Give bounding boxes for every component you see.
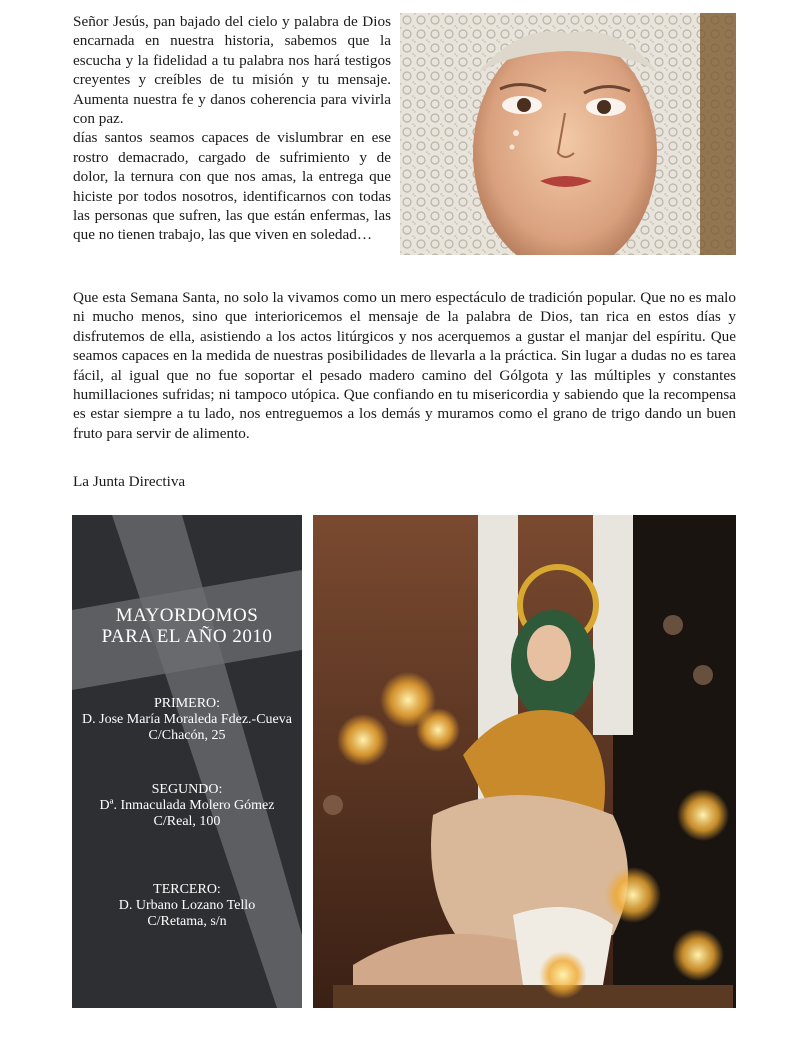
panel-title-line1: MAYORDOMOS [115,605,259,626]
intro-continuation: días santos seamos capaces de vislumbrar en ese rostro demacrado, cargado de sufrimiento y de dolor, la ternura con que nos amas, la entrega que hiciste por todos nosotros, identificarnos con todas las personas que sufren, las que están enfermas, las que no tienen trabajo, las que viven en soledad… [73,129,391,244]
role-tercero [72,882,302,930]
role-address: C/Retama, s/n [147,914,227,929]
intro-prayer: Señor Jesús, pan bajado del cielo y palabra de Dios encarnada en nuestra historia, sabemos que la escucha y la fidelidad a tu palabra nos hará testigos creyentes y creíbles de tu misión y tu mensaje. Aumenta nuestra fe y danos coherencia para vivirla con paz. [73,13,391,128]
cross-background [72,515,302,1008]
mayordomos-panel [72,515,302,1008]
panel-title-line2: PARA EL AÑO 2010 [101,626,273,647]
role-address: C/Chacón, 25 [148,728,226,743]
role-address: C/Real, 100 [153,814,221,829]
role-name: Dª. Inmaculada Molero Gómez [99,798,275,813]
role-segundo [72,782,302,830]
role-label: TERCERO: [153,882,221,897]
pieta-procession-photo [313,515,736,1008]
signature: La Junta Directiva [73,473,186,490]
role-primero [72,696,302,744]
virgin-face-photo [400,13,736,255]
role-label: SEGUNDO: [151,782,223,797]
role-name: D. Jose María Moraleda Fdez.-Cueva [82,712,292,727]
main-paragraph: Que esta Semana Santa, no solo la vivamos como un mero espectáculo de tradición popular. Que no es malo ni mucho menos, sino que interioricemos el mensaje de la palabra de Dios, tan rica en estos días y disfrutemos de ella, asistiendo a los actos litúrgicos y nos acerquemos a gustar el manjar del espíritu. Que seamos capaces en la medida de nuestras posibilidades de llevarla a la práctica. Sin lugar a dudas no es tarea fácil, al igual que no fue soportar el pesado madero camino del Gólgota y las múltiples y constantes humillaciones sufridas; ni tampoco utópica. Que confiando en tu misericordia y sabiendo que la recompensa es estar siempre a tu lado, nos entreguemos a los demás y muramos como el grano de trigo dando un buen fruto para servir de alimento. [73,289,736,442]
pieta-illustration [313,515,736,1008]
intro-text-block [73,12,391,245]
virgin-face-illustration [400,13,736,255]
role-label: PRIMERO: [153,696,221,711]
panel-title [72,605,302,647]
role-name: D. Urbano Lozano Tello [118,898,256,913]
